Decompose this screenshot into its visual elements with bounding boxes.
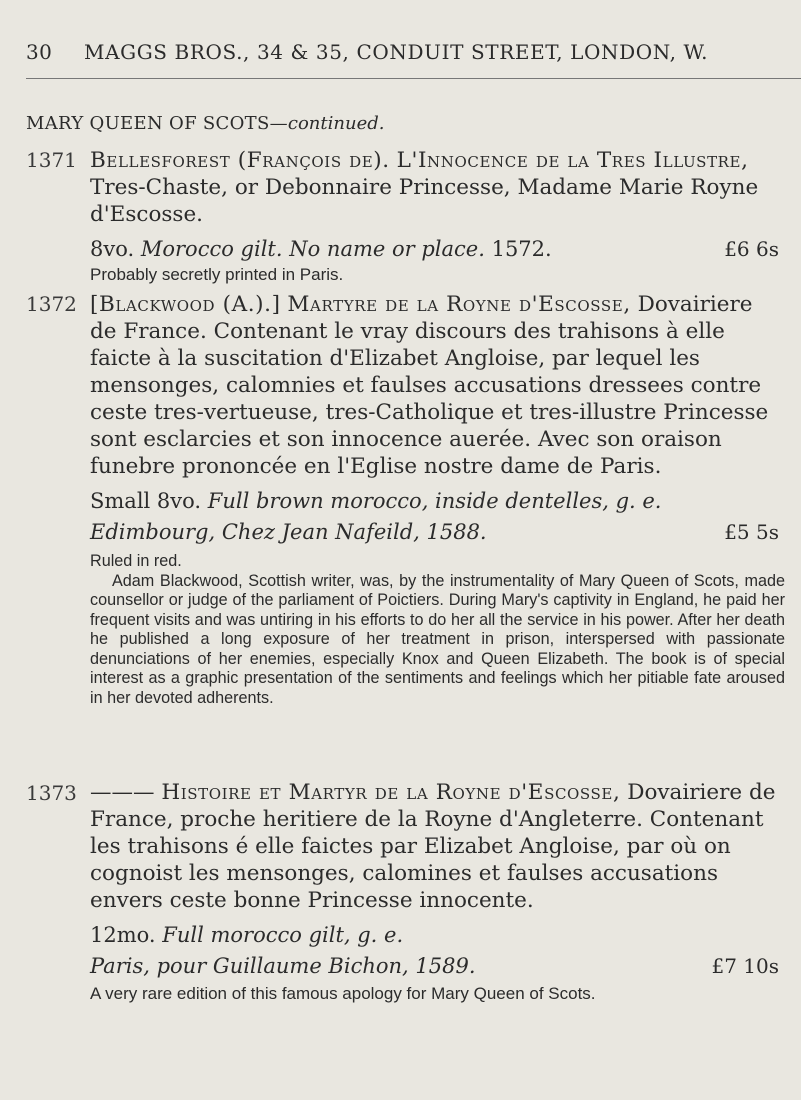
entry-format: Small 8vo.: [90, 489, 202, 513]
entry-details: [90, 488, 785, 515]
entry-author-dash: ———: [90, 780, 155, 805]
entry-imprint: Paris, pour Guillaume Bichon, 1589.: [90, 954, 476, 978]
entry-format: 12mo.: [90, 923, 156, 947]
entry-date: 1572.: [491, 237, 552, 261]
entry-title-rest: Tres-Chaste, or Debonnaire Princesse, Madame Marie Royne d'Escosse.: [90, 175, 759, 227]
entry-title-rest: Dovairiere de France, proche heritiere de la Royne d'Angleterre. Contenant les trahisons é elle faictes par Elizabet Angloise, par où on cognoist les mensonges, calomines et faulses accusations envers ceste bonne Princesse innocente.: [90, 780, 776, 913]
catalogue-entry: [90, 291, 785, 708]
entry-author: [Blackwood (A.).]: [90, 292, 281, 317]
catalogue-entry: [90, 147, 785, 285]
entry-details: [90, 236, 785, 263]
entry-note: Adam Blackwood, Scottish writer, was, by the instrumentality of Mary Queen of Scots, made counsellor or judge of the parliament of Poictiers. During Mary's captivity in England, he paid her frequent visits and was untiring in his efforts to do her all the service in his power. After her death he published a long exposure of her treatment in prison, interspersed with passionate denunciations of her enemies, especially Knox and Queen Elizabeth. The book is of special interest as a graphic presentation of the sentiments and feelings which her pitiable fate aroused in her devoted adherents.: [90, 571, 785, 707]
lot-number: 1372: [26, 292, 77, 316]
header-rule: [26, 78, 801, 79]
entry-binding: Full morocco gilt, g. e.: [162, 923, 404, 947]
entry-imprint-row: [90, 953, 785, 980]
catalogue-entry: [90, 779, 785, 1004]
entry-format: 8vo.: [90, 237, 135, 261]
entry-details: [90, 922, 785, 949]
entry-title: [90, 291, 785, 480]
entry-title-caps: Histoire et Martyr de la Royne d'Escosse,: [161, 780, 621, 805]
entry-imprint: No name or place.: [289, 237, 485, 261]
entry-title: [90, 147, 785, 228]
entry-author: Bellesforest (François de).: [90, 148, 390, 173]
entry-binding: Morocco gilt.: [140, 237, 283, 261]
section-heading-main: MARY QUEEN OF SCOTS—: [26, 113, 288, 134]
entry-title-caps: L'Innocence de la Tres Illustre,: [396, 148, 749, 173]
lot-number: 1373: [26, 781, 77, 805]
entry-title: [90, 779, 785, 914]
section-heading: [26, 113, 384, 134]
entry-imprint-row: [90, 519, 785, 546]
entry-note: A very rare edition of this famous apology for Mary Queen of Scots.: [90, 984, 596, 1003]
entry-binding: Full brown morocco, inside dentelles, g. e.: [207, 489, 662, 513]
entry-imprint: Edimbourg, Chez Jean Nafeild, 1588.: [90, 520, 487, 544]
running-title: MAGGS BROS., 34 & 35, CONDUIT STREET, LONDON, W.: [84, 40, 709, 64]
page-number: 30: [26, 40, 53, 64]
entry-price: £6 6s: [724, 237, 779, 261]
lot-number: 1371: [26, 148, 77, 172]
section-heading-suffix: continued.: [287, 113, 385, 134]
running-head: [26, 40, 786, 64]
entry-title-rest: Dovairiere de France. Contenant le vray discours des trahisons à elle faicte à la suscitation d'Elizabet Angloise, par lequel les mensonges, calomnies et faulses accusations dressees contre ceste tres-vertueuse, tres-Catholique et tres-illustre Princesse sont esclarcies et son innocence auerée. Avec son oraison funebre prononcée en l'Eglise nostre dame de Paris.: [90, 292, 769, 479]
entry-note: Ruled in red.: [90, 552, 182, 570]
entry-title-caps: Martyre de la Royne d'Escosse,: [287, 292, 631, 317]
entry-note: Probably secretly printed in Paris.: [90, 265, 344, 284]
entry-price: £7 10s: [711, 954, 779, 978]
entry-price: £5 5s: [724, 520, 779, 544]
